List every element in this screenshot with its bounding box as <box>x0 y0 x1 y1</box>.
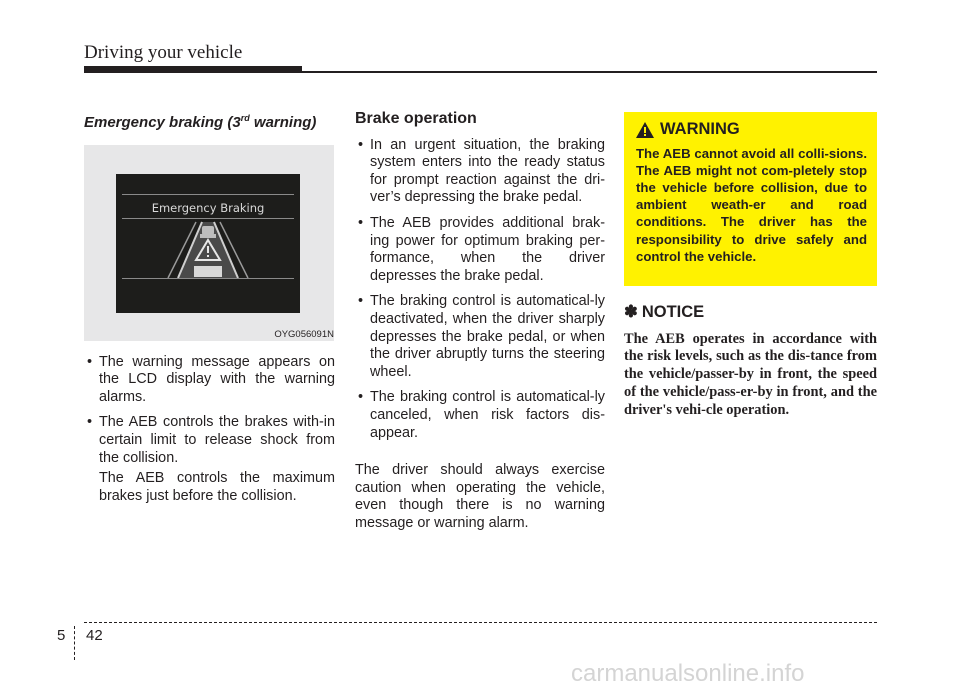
notice-title: NOTICE <box>641 303 705 321</box>
heading-text: Emergency braking (3 <box>84 114 241 131</box>
lcd-display-figure <box>84 145 334 341</box>
list-item: • In an urgent situation, the braking system enters into the ready status for prompt reaction against the dri-ver’s depressing the brake pedal. <box>355 137 605 207</box>
warning-box <box>624 112 877 286</box>
watermark: carmanualsonline.info <box>571 660 805 687</box>
middle-column <box>355 110 605 532</box>
left-bullet-list <box>84 354 335 468</box>
header-title: Driving your vehicle <box>84 42 243 63</box>
caution-paragraph: The driver should always exercise caution when operating the vehicle, even though there is no warning message or warning alarm. <box>355 462 605 531</box>
warning-title: WARNING <box>660 120 740 138</box>
footer-rule <box>84 622 877 623</box>
list-item: • The warning message appears on the LCD display with the warning alarms. <box>84 354 335 407</box>
header-rule <box>84 71 877 73</box>
warning-header <box>636 121 867 139</box>
warning-triangle-icon <box>636 122 654 138</box>
page-number: 42 <box>86 627 103 644</box>
screen-divider <box>122 278 294 279</box>
middle-bullet-list <box>355 137 605 443</box>
chapter-number: 5 <box>57 627 66 644</box>
notice-heading <box>624 304 877 322</box>
list-item: • The braking control is automatical-ly deactivated, when the driver sharply depresses the brake pedal, or when the driver abruptly turns the steering wheel. <box>355 293 605 381</box>
right-column <box>624 112 877 420</box>
heading-text-end: warning) <box>249 114 317 131</box>
indented-paragraph: The AEB controls the maximum brakes just before the collision. <box>99 470 335 504</box>
section-heading-brake-operation: Brake operation <box>355 110 477 127</box>
left-column <box>84 110 335 505</box>
road-warning-icon <box>116 174 300 313</box>
figure-code: OYG056091N <box>274 329 334 340</box>
lcd-screen <box>116 174 300 313</box>
list-item: • The braking control is automatical-ly canceled, when risk factors dis-appear. <box>355 389 605 442</box>
notice-star-icon: ✽ <box>624 303 638 321</box>
heading-superscript: rd <box>240 113 250 123</box>
footer-divider <box>74 626 75 660</box>
section-heading-emergency-braking <box>84 110 335 132</box>
list-item: • The AEB controls the brakes with-in certain limit to release shock from the collision. <box>84 414 335 467</box>
notice-text: The AEB operates in accordance with the risk levels, such as the dis-tance from the vehicle/passer-by in front, the speed of the vehicle/pass-er-by in front, and the driver's vehi-cle operation. <box>624 330 877 418</box>
screen-warning-text: Emergency Braking <box>151 200 265 215</box>
list-item: • The AEB provides additional brak-ing power for optimum braking per-formance, when the driver depresses the brake pedal. <box>355 215 605 285</box>
warning-text: The AEB cannot avoid all colli-sions. The AEB might not com-pletely stop the vehicle before collision, due to ambient weath-er and road conditions. The driver has the responsibility to drive safely and control the vehicle. <box>636 145 867 264</box>
